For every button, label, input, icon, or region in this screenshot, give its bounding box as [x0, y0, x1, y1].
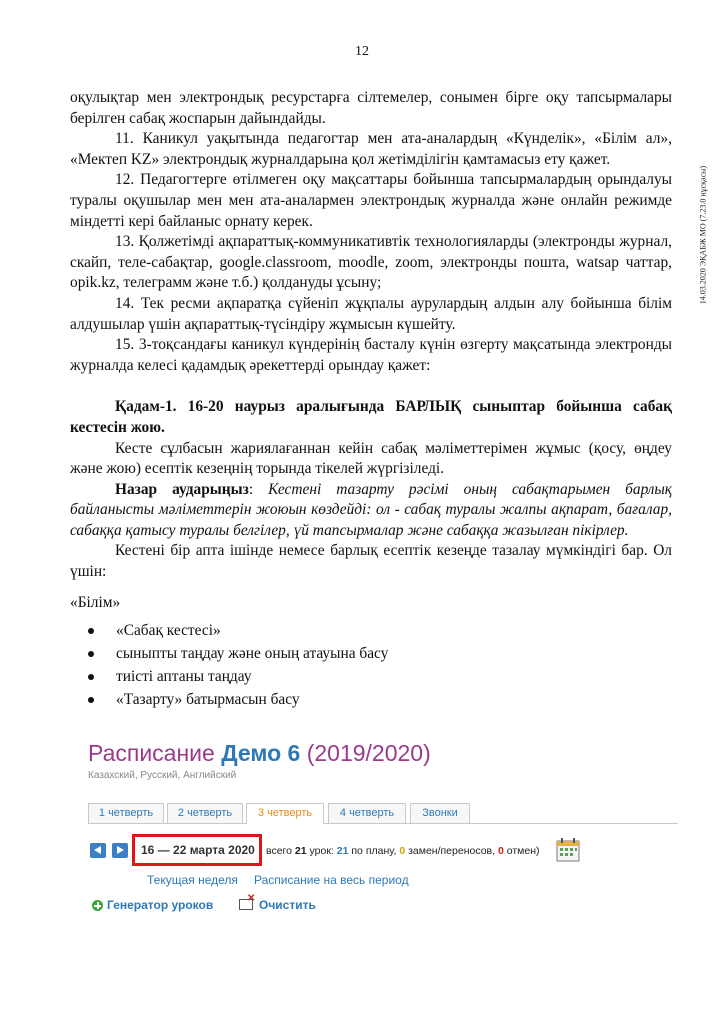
document-body [70, 88, 672, 711]
page-number: 12 [355, 44, 369, 59]
list-item: тиісті аптаны таңдау [70, 665, 672, 688]
bullet-icon [88, 628, 94, 634]
tab-quarter-4[interactable]: 4 четверть [328, 803, 406, 823]
languages: Казахский, Русский, Английский [88, 770, 237, 781]
step-heading: Қадам-1. 16-20 наурыз аралығында БАРЛЫҚ сыныптар бойынша сабақ кестесін жою. [70, 398, 672, 436]
attention-label: Назар аударыңыз [115, 480, 249, 498]
list-item: сыныпты таңдау және оның атауына басу [70, 642, 672, 665]
next-week-button[interactable] [112, 843, 128, 858]
list-item: «Сабақ кестесі» [70, 619, 672, 642]
schedule-screenshot [88, 738, 688, 918]
bullet-icon [88, 651, 94, 657]
bullet-icon [88, 697, 94, 703]
tab-quarter-3[interactable]: 3 четверть [246, 803, 324, 824]
bullet-icon [88, 674, 94, 680]
paragraph-0: оқулықтар мен электрондық ресурстарға сілтемелер, сонымен бірге оқу тапсырмалары берілген сабақ жоспарын дайындайды. [70, 89, 672, 127]
list-item: «Тазарту» батырмасын басу [70, 688, 672, 711]
prev-week-button[interactable] [90, 843, 106, 858]
full-schedule-link[interactable]: Расписание на весь период [254, 873, 409, 887]
week-range: 16 — 22 марта 2020 [141, 843, 255, 857]
attention-colon: : [248, 480, 269, 498]
quarter-tabs [88, 803, 678, 824]
steps-list [70, 619, 672, 711]
side-note-text: 14.03.2020 ЭҚАБЖ МО (7.23.0 нұсқасы) [698, 165, 708, 305]
schedule-title: Расписание Демо 6 (2019/2020) [88, 740, 431, 766]
calendar-icon[interactable] [556, 838, 580, 862]
class-name: Демо 6 [221, 740, 301, 766]
bilim-label: «Білім» [70, 593, 121, 611]
paragraph-15: 15. 3-тоқсандағы каникул күндерінің басталу күнін өзгерту мақсатында электронды журналда келесі қадамдық әрекеттерді орындау қажет: [70, 336, 672, 374]
paragraph-clear: Кестені бір апта ішінде немесе барлық есептік кезеңде тазалау мүмкіндігі бар. Ол үшін: [70, 542, 672, 581]
clear-icon: ✕ [239, 899, 253, 910]
paragraph-13: 13. Қолжетімді ақпараттық-коммуникативтік технологияларды (электронды журнал, скайп, теле-сабақтар, google.classroom, moodle, zoom, электронды пошта, watsap чаттар, opik.kz, телеграмм және т.б.) қолдануды ұсыну; [70, 233, 672, 292]
paragraph-12: 12. Педагогтерге өтілмеген оқу мақсаттары бойынша тапсырмалардың орындалуы туралы оқушылар мен мен ата-аналармен электрондық журналда және онлайн режимде міндетті кері байланыс орнату керек. [70, 171, 672, 230]
arrow-left-icon [94, 846, 101, 854]
tab-quarter-2[interactable]: 2 четверть [167, 803, 243, 823]
attention-text: Кестені тазарту рәсімі оның сабақтарымен барлық байланысты мәліметтерін жоюын көздейді: ол - сабақ туралы жалпы ақпарат, бағалар, сабаққа қатысу туралы белгілер, үй тапсырмалар және сабаққа жазылған пікірлер. [70, 480, 673, 539]
lesson-generator-button[interactable]: Генератор уроков [107, 898, 214, 912]
current-week-link[interactable]: Текущая неделя [147, 873, 238, 887]
plus-icon [92, 900, 103, 911]
lesson-stats: всего 21 урок: 21 по плану, 0 замен/переносов, 0 отмен) [266, 845, 540, 857]
paragraph-11: 11. Каникул уақытында педагогтар мен ата-аналардың «Күнделік», «Білім ал», «Мектеп KZ» электрондық журналдарына қол жетімділігін қамтамасыз ету қажет. [70, 130, 672, 168]
arrow-right-icon [117, 846, 124, 854]
clear-button[interactable]: Очистить [259, 898, 316, 912]
paragraph-step: Кесте сұлбасын жариялағаннан кейін сабақ мәліметтерімен жұмыс (қосу, өңдеу және жою) есептік кезеңнің торында тікелей жүргізіледі. [70, 439, 672, 478]
tab-quarter-1[interactable]: 1 четверть [88, 803, 164, 823]
paragraph-14: 14. Тек ресми ақпаратқа сүйеніп жұқпалы аурулардың алдын алу бойынша білім алдушылар үшін ақпараттық-түсіндіру жұмысын күшейту. [70, 294, 672, 333]
attention-note [70, 480, 672, 542]
tab-bells[interactable]: Звонки [410, 803, 470, 823]
side-note [697, 120, 709, 350]
